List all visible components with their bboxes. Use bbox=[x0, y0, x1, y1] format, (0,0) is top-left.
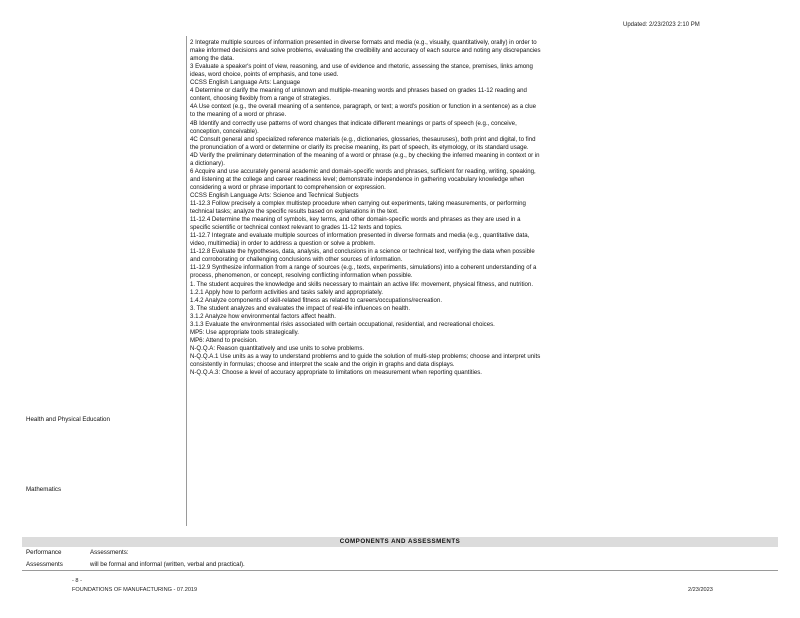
page-number: - 8 - bbox=[72, 578, 82, 584]
components-title: COMPONENTS AND ASSESSMENTS bbox=[339, 538, 461, 545]
standard-line: process, phenomenon, or concept, resolving conflicting information when possible. bbox=[190, 272, 413, 280]
standard-line: consistently in formulas; choose and interpret the scale and the origin in graphs and data displays. bbox=[190, 361, 455, 368]
standard-line: CCSS English Language Arts: Science and Technical Subjects bbox=[190, 191, 359, 199]
standard-line: ideas, word choice, points of emphasis, and tone used. bbox=[190, 71, 339, 79]
standard-line: 11-12.9 Synthesize information from a range of sources (e.g., texts, experiments, simulations) into a coherent understanding of a bbox=[190, 264, 537, 272]
standard-line: 4A Use context (e.g., the overall meaning of a sentence, paragraph, or text; a word's position or function in a sentence) as a clue bbox=[190, 103, 536, 111]
performance-label: Performance bbox=[26, 549, 62, 556]
standard-line: 4 Determine or clarify the meaning of unknown and multiple-meaning words and phrases based on grades 11-12 reading and bbox=[190, 87, 527, 95]
standard-line: N-Q.Q.A.1 Use units as a way to understand problems and to guide the solution of multi-step problems; choose and interpret units bbox=[190, 352, 541, 360]
footer-date: 2/23/2023 bbox=[688, 587, 713, 593]
updated-timestamp: Updated: 2/23/2023 2:10 PM bbox=[623, 22, 700, 28]
standard-line: considering a word or phrase important to comprehension or expression. bbox=[190, 183, 386, 191]
components-header-bar bbox=[22, 537, 778, 547]
standard-line: 2 Integrate multiple sources of information presented in diverse formats and media (e.g., visually, quantitatively, orally) in order to bbox=[190, 39, 537, 46]
standard-line: conception, conceivable). bbox=[190, 127, 259, 135]
standard-line: 1.4.2 Analyze components of skill-related fitness as related to careers/occupations/recreation. bbox=[190, 296, 443, 304]
standard-line: 6 Acquire and use accurately general academic and domain-specific words and phrases, sufficient for reading, writing, speaking, bbox=[190, 167, 536, 175]
standard-line: CCSS English Language Arts: Language bbox=[190, 79, 301, 87]
standard-line: and listening at the college and career readiness level; demonstrate independence in gathering vocabulary knowledge when bbox=[190, 175, 525, 183]
standard-line: 3. The student analyzes and evaluates the impact of real-life influences on health. bbox=[190, 304, 411, 312]
standard-line: among the data. bbox=[190, 55, 235, 63]
standard-line: 4B Identify and correctly use patterns of word changes that indicate different meanings or parts of speech (e.g., conceive, bbox=[190, 119, 517, 127]
assessments-label: Assessments bbox=[26, 561, 63, 568]
standard-line: 1. The student acquires the knowledge and skills necessary to maintain an active life: movement, physical fitness, and nutrition. bbox=[190, 280, 534, 288]
standard-line: 3 Evaluate a speaker's point of view, reasoning, and use of evidence and rhetoric, assessing the stance, premises, links among bbox=[190, 63, 533, 71]
standard-line: 3.1.3 Evaluate the environmental risks associated with certain occupational, residential, and recreational choices. bbox=[190, 320, 495, 328]
standard-line: 3.1.2 Analyze how environmental factors affect health. bbox=[190, 312, 336, 320]
subject-health-pe: Health and Physical Education bbox=[26, 416, 110, 423]
standard-line: MP6: Attend to precision. bbox=[190, 336, 258, 344]
standard-line: video, multimedia) in order to address a question or solve a problem. bbox=[190, 240, 376, 248]
standard-line: MP5: Use appropriate tools strategically. bbox=[190, 328, 299, 336]
standard-line: 11-12.4 Determine the meaning of symbols, key terms, and other domain-specific words and phrases as they are used in a bbox=[190, 216, 521, 224]
standard-line: to the meaning of a word or phrase. bbox=[190, 111, 287, 119]
footer-divider bbox=[22, 570, 778, 571]
standard-line: 11-12.3 Follow precisely a complex multistep procedure when carrying out experiments, taking measurements, or performing bbox=[190, 200, 526, 207]
standard-line: 1.2.1 Apply how to perform activities and tasks safely and appropriately. bbox=[190, 288, 383, 296]
standard-line: a dictionary). bbox=[190, 159, 225, 167]
assessments-text: will be formal and informal (written, verbal and practical). bbox=[90, 561, 245, 568]
standard-line: N-Q.Q.A.3: Choose a level of accuracy appropriate to limitations on measurement when reporting quantities. bbox=[190, 369, 482, 377]
standard-line: and corroborating or challenging conclusions with other sources of information. bbox=[190, 256, 403, 264]
standard-line: 11-12.8 Evaluate the hypotheses, data, analysis, and conclusions in a science or technical text, verifying the data when possible bbox=[190, 248, 535, 256]
assessments-heading: Assessments: bbox=[90, 549, 129, 556]
standard-line: 11-12.7 Integrate and evaluate multiple sources of information presented in diverse formats and media (e.g., quantitative data, bbox=[190, 232, 530, 240]
subject-mathematics: Mathematics bbox=[26, 486, 62, 493]
standard-line: the pronunciation of a word or determine or clarify its precise meaning, its part of speech, its etymology, or its standard usage. bbox=[190, 143, 529, 151]
standard-line: 4D Verify the preliminary determination of the meaning of a word or phrase (e.g., by checking the inferred meaning in context or in bbox=[190, 151, 540, 159]
standard-line: 4C Consult general and specialized reference materials (e.g., dictionaries, glossaries, thesauruses), both print and digital, to find bbox=[190, 135, 536, 143]
standard-line: make informed decisions and solve problems, evaluating the credibility and accuracy of each source and noting any discrepancies bbox=[190, 47, 541, 55]
standard-line: specific scientific or technical context relevant to grades 11-12 texts and topics. bbox=[190, 224, 403, 232]
standard-line: N-Q.Q.A: Reason quantitatively and use units to solve problems. bbox=[190, 344, 365, 352]
footer-course: FOUNDATIONS OF MANUFACTURING - 07.2019 bbox=[72, 587, 198, 593]
standard-line: technical tasks; analyze the specific results based on explanations in the text. bbox=[190, 208, 399, 216]
standard-line: content, choosing flexibly from a range of strategies. bbox=[190, 95, 331, 103]
